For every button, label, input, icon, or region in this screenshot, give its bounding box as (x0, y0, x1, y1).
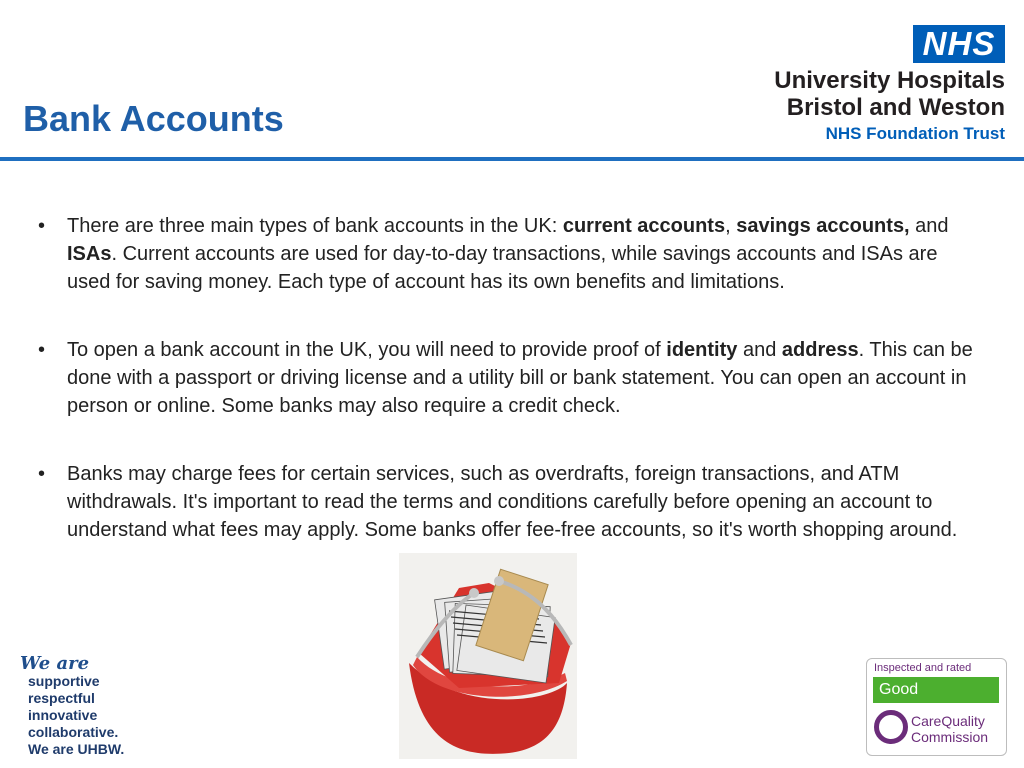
purse-image (399, 553, 577, 759)
bullet-bold-text: savings accounts, (736, 215, 910, 237)
bullet-bold-text: address (781, 339, 859, 361)
bullet-list (38, 212, 973, 584)
nhs-logo: NHS (913, 25, 1005, 63)
value-item: collaborative. (28, 724, 119, 740)
value-item: respectful (28, 690, 95, 706)
bullet-bold-text: identity (666, 339, 738, 361)
bullet-text: . This can be done with a passport or driving license and a utility bill or bank statement. You can open an account in person or online. Some banks may also require a credit check. (67, 339, 973, 417)
org-name-line3: NHS Foundation Trust (825, 124, 1005, 143)
bullet-text: To open a bank account in the UK, you will need to provide proof of (67, 339, 667, 361)
cqc-rating-badge (866, 658, 1007, 756)
bullet-text: There are three main types of bank accounts in the UK: (67, 215, 563, 237)
org-name-line1: University Hospitals (774, 67, 1005, 94)
bullet-bold-text: ISAs (67, 243, 112, 265)
bullet-text: , (725, 215, 737, 237)
bullet-icon: • (38, 339, 46, 361)
cqc-logo-icon (874, 710, 908, 744)
cqc-inspected-label: Inspected and rated (874, 662, 972, 674)
bullet-account-types (38, 212, 973, 296)
value-item: innovative (28, 707, 98, 723)
bullet-open-account (38, 336, 973, 420)
cqc-name-line1: CareQuality (911, 713, 985, 729)
cqc-name-line2: Commission (911, 729, 989, 745)
bullet-text: Banks may charge fees for certain services, such as overdrafts, foreign transactions, and ATM withdrawals. It's important to read the terms and conditions carefully before opening an account to understand what fees may apply. Some banks offer fee-free accounts, so it's worth shopping around. (67, 463, 958, 541)
header-divider (0, 157, 1024, 161)
org-name-line2: Bristol and Weston (786, 94, 1005, 121)
bullet-fees (38, 460, 973, 544)
org-name (774, 69, 1005, 142)
bullet-icon: • (38, 463, 46, 485)
bullet-text: and (909, 215, 949, 237)
slide-title: Bank Accounts (23, 98, 284, 139)
bullet-icon: • (38, 215, 46, 237)
bullet-bold-text: current accounts (562, 215, 726, 237)
value-item: supportive (28, 673, 100, 689)
values-statement (20, 655, 124, 758)
bullet-text: and (737, 339, 782, 361)
bullet-text: . Current accounts are used for day-to-day transactions, while savings accounts and ISAs are used for saving money. Each type of account has its own benefits and limitations. (67, 243, 938, 293)
value-item: We are UHBW. (28, 741, 125, 757)
cqc-rating: Good (873, 677, 999, 703)
purse-illustration (399, 553, 577, 759)
we-are-heading: We are (20, 653, 90, 674)
